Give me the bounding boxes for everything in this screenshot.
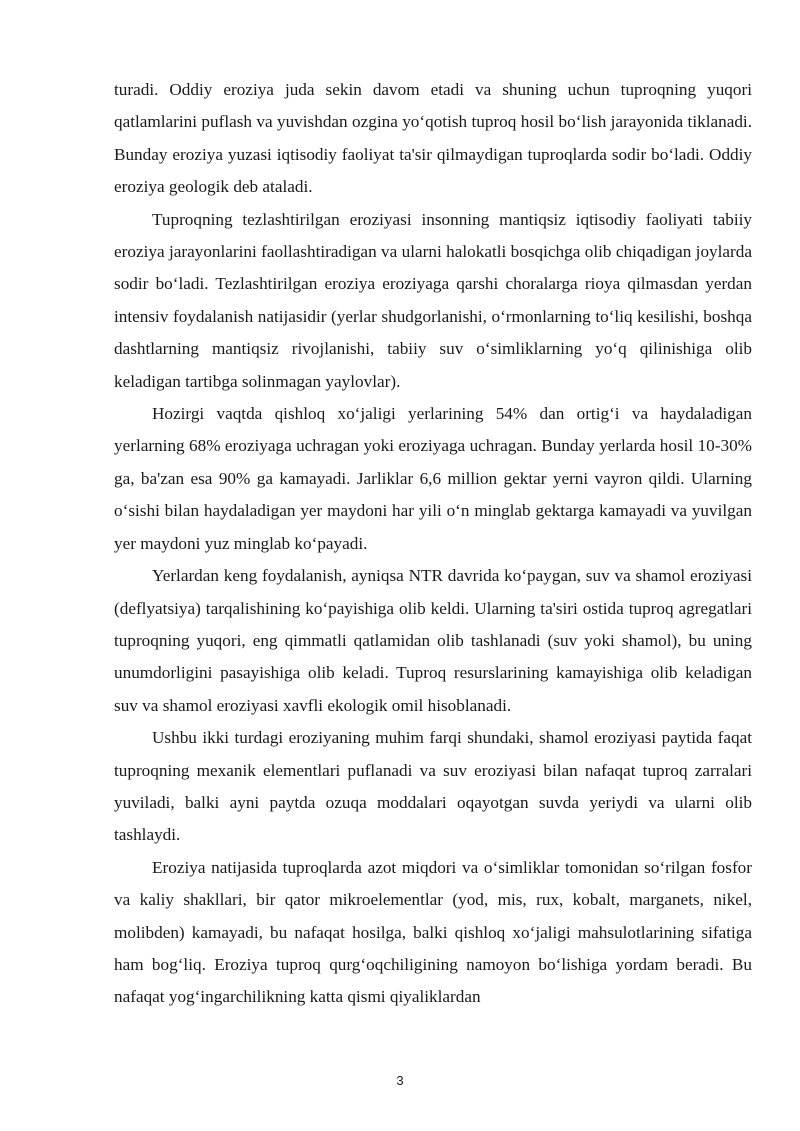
paragraph-3: Hozirgi vaqtda qishloq xo‘jaligi yerlarining 54% dan ortig‘i va haydaladigan yerlarning 68% eroziyaga uchragan yoki eroziyaga uchragan. Bunday yerlarda hosil 10-30% ga, ba'zan esa 90% ga kamayadi. Jarliklar 6,6 million gektar yerni vayron qildi. Ularning o‘sishi bilan haydaladigan yer maydoni har yili o‘n minglab gektarga kamayadi va yuvilgan yer maydoni yuz minglab ko‘payadi.	[114, 404, 752, 553]
page-number: 3	[396, 1073, 404, 1088]
paragraph-5: Ushbu ikki turdagi eroziyaning muhim farqi shundaki, shamol eroziyasi paytida faqat tuproqning mexanik elementlari puflanadi va suv eroziyasi bilan nafaqat tuproq zarralari yuviladi, balki ayni paytda ozuqa moddalari oqayotgan suvda yeriydi va ularni olib tashlaydi.	[114, 728, 752, 845]
paragraph-2: Tuproqning tezlashtirilgan eroziyasi insonning mantiqsiz iqtisodiy faoliyati tabiiy eroziya jarayonlarini faollashtiradigan va ularni halokatli bosqichga olib chiqadigan joylarda sodir bo‘ladi. Tezlashtirilgan eroziya eroziyaga qarshi choralarga rioya qilmasdan yerdan intensiv foydalanish natijasidir (yerlar shudgorlanishi, o‘rmonlarning to‘liq kesilishi, boshqa dashtlarning mantiqsiz rivojlanishi, tabiiy suv o‘simliklarning yo‘q qilinishiga olib keladigan tartibga solinmagan yaylovlar).	[114, 209, 752, 391]
document-body	[114, 74, 752, 1014]
paragraph-6: Eroziya natijasida tuproqlarda azot miqdori va o‘simliklar tomonidan so‘rilgan fosfor va kaliy shakllari, bir qator mikroelementlar (yod, mis, rux, kobalt, marganets, nikel, molibden) kamayadi, bu nafaqat hosilga, balki qishloq xo‘jaligi mahsulotlarining sifatiga ham bog‘liq. Eroziya tuproq qurg‘oqchiligining namoyon bo‘lishiga yordam beradi. Bu nafaqat yog‘ingarchilikning katta qismi qiyaliklardan	[114, 857, 752, 1007]
paragraph-4: Yerlardan keng foydalanish, ayniqsa NTR davrida ko‘paygan, suv va shamol eroziyasi (deflyatsiya) tarqalishining ko‘payishiga olib keldi. Ularning ta'siri ostida tuproq agregatlari tuproqning yuqori, eng qimmatli qatlamidan olib tashlanadi (suv yoki shamol), bu uning unumdorligini pasayishiga olib keladi. Tuproq resurslarining kamayishiga olib keladigan suv va shamol eroziyasi xavfli ekologik omil hisoblanadi.	[114, 566, 752, 715]
paragraph-1: turadi. Oddiy eroziya juda sekin davom etadi va shuning uchun tuproqning yuqori qatlamlarini puflash va yuvishdan ozgina yo‘qotish tuproq hosil bo‘lish jarayonida tiklanadi. Bunday eroziya yuzasi iqtisodiy faoliyat ta'sir qilmaydigan tuproqlarda sodir bo‘ladi. Oddiy eroziya geologik deb ataladi.	[114, 80, 752, 197]
